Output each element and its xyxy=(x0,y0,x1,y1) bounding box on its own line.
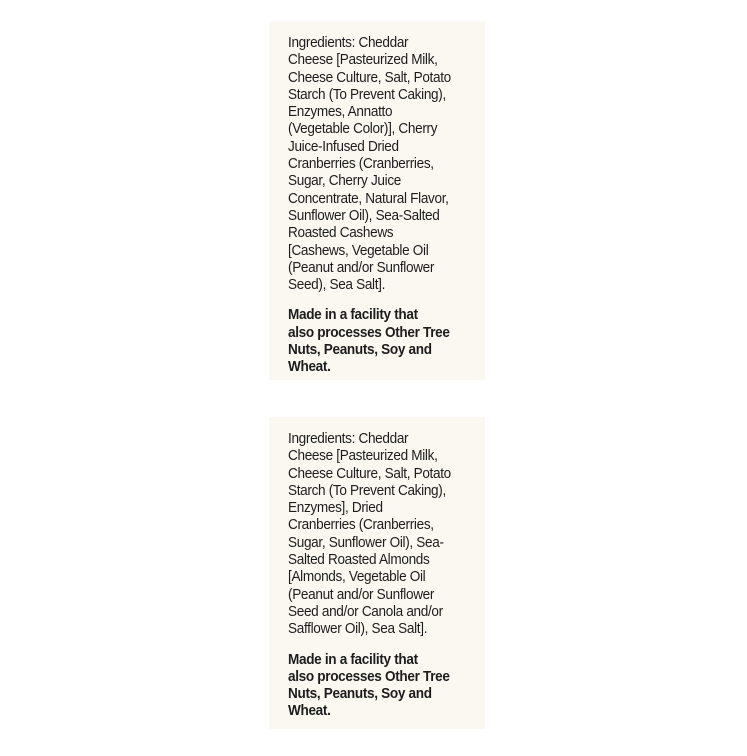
ingredients-text: Ingredients: Cheddar Cheese [Pasteurized Milk, Cheese Culture, Salt, Potato Starch (To Prevent Caking), Enzymes], Dried Cranberries (Cranberries, Sugar, Sunflower Oil), Sea- Salted Roasted Almonds [Almonds, Vegetable Oil (Peanut and/or Sunflower Seed and/or Canola and/or Safflower Oil), Sea Salt]. xyxy=(288,431,451,638)
ingredient-label-card-2 xyxy=(269,417,485,729)
allergen-warning: Made in a facility that also processes Other Tree Nuts, Peanuts, Soy and Wheat. xyxy=(288,651,450,720)
ingredient-label-card-1 xyxy=(269,21,485,380)
ingredients-text: Ingredients: Cheddar Cheese [Pasteurized Milk, Cheese Culture, Salt, Potato Starch (To Prevent Caking), Enzymes, Annatto (Vegetable Color)], Cherry Juice-Infused Dried Cranberries (Cranberries, Sugar, Cherry Juice Concentrate, Natural Flavor, Sunflower Oil), Sea-Salted Roasted Cashews [Cashews, Vegetable Oil (Peanut and/or Sunflower Seed), Sea Salt]. xyxy=(288,35,451,294)
allergen-warning: Made in a facility that also processes Other Tree Nuts, Peanuts, Soy and Wheat. xyxy=(288,307,450,376)
